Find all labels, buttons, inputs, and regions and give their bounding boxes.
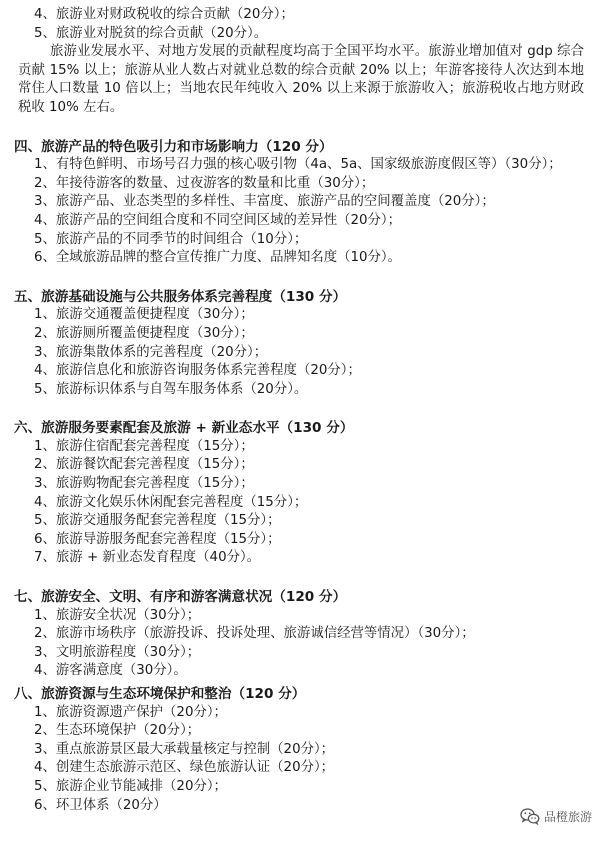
- section-heading: 四、旅游产品的特色吸引力和市场影响力（120 分）: [14, 138, 333, 155]
- list-item: 3、旅游集散体系的完善程度（20分）；: [34, 344, 268, 360]
- watermark-label: 品橙旅游: [543, 810, 592, 824]
- list-item: 2、年接待游客的数量、过夜游客的数量和比重（30分）；: [34, 175, 375, 191]
- list-item: 3、文明旅游程度（30分）；: [34, 644, 201, 660]
- list-item: 2、生态环境保护（20分）；: [34, 723, 201, 739]
- list-item: 1、旅游住宿配套完善程度（15分）；: [34, 438, 254, 454]
- list-item: 3、旅游购物配套完善程度（15分）；: [34, 476, 254, 492]
- list-item: 4、游客满意度（30分）。: [34, 663, 187, 679]
- list-item: 5、旅游企业节能减排（20分）；: [34, 778, 227, 794]
- list-item: 1、旅游安全状况（30分）；: [34, 607, 201, 623]
- section-heading: 八、旅游资源与生态环境保护和整治（120 分）: [14, 686, 306, 702]
- list-item: 4、旅游信息化和旅游咨询服务体系完善程度（20分）；: [34, 363, 361, 379]
- list-item: 2、旅游市场秩序（旅游投诉、投诉处理、旅游诚信经营等情况）（30分）；: [34, 626, 475, 642]
- list-item: 1、有特色鲜明、市场号召力强的核心吸引物（4a、5a、国家级旅游度假区等）（30分）；: [34, 157, 562, 173]
- list-item: 5、旅游标识体系与自驾车服务体系（20分）。: [34, 381, 308, 397]
- list-item: 4、旅游文化娱乐休闲配套完善程度（15分）；: [34, 494, 308, 510]
- list-item: 5、旅游交通服务配套完善程度（15分）；: [34, 513, 281, 529]
- section-heading: 七、旅游安全、文明、有序和游客满意状况（120 分）: [14, 589, 347, 606]
- list-item: 2、旅游餐饮配套完善程度（15分）；: [34, 457, 254, 473]
- list-item: 4、创建生态旅游示范区、绿色旅游认证（20分）；: [34, 760, 335, 776]
- wechat-icon: [520, 808, 540, 825]
- list-item: 7、旅游 + 新业态发育程度（40分）。: [34, 550, 261, 566]
- section-8: [14, 685, 586, 815]
- section-6: [14, 419, 586, 568]
- section-heading: 六、旅游服务要素配套及旅游 + 新业态水平（130 分）: [14, 420, 354, 437]
- watermark: [520, 808, 592, 825]
- list-item: 6、环卫体系（20分）: [34, 797, 167, 813]
- list-item: 6、全域旅游品牌的整合宣传推广力度、品牌知名度（10分）。: [34, 250, 402, 266]
- list-item: 3、旅游产品、业态类型的多样性、丰富度、旅游产品的空间覆盖度（20分）；: [34, 194, 495, 210]
- intro-paragraph: 旅游业发展水平、对地方发展的贡献程度均高于全国平均水平。旅游业增加值对 gdp 综合贡献 15% 以上；旅游从业人数占对就业总数的综合贡献 20% 以上；年游客接待人次达到本地常住人口数量 10 倍以上；当地农民年纯收入 20% 以上来源于旅游收入；旅游税收占地方财政税收 10% 左右。: [18, 44, 584, 115]
- section-7: [14, 588, 586, 681]
- list-item: 4、旅游产品的空间组合度和不同空间区域的差异性（20分）；: [34, 212, 402, 228]
- section-5: [14, 288, 586, 400]
- intro-item: 4、旅游业对财政税收的综合贡献（20分）；: [34, 7, 294, 22]
- section-4: [14, 138, 586, 268]
- list-item: 1、旅游资源遗产保护（20分）；: [34, 704, 227, 720]
- section-heading: 五、旅游基础设施与公共服务体系完善程度（130 分）: [14, 288, 347, 305]
- intro-item: 5、旅游业对脱贫的综合贡献（20分）。: [34, 25, 268, 41]
- list-item: 5、旅游产品的不同季节的时间组合（10分）；: [34, 231, 308, 247]
- list-item: 2、旅游厕所覆盖便捷程度（30分）；: [34, 325, 254, 341]
- list-item: 1、旅游交通覆盖便捷程度（30分）；: [34, 307, 254, 323]
- list-item: 3、重点旅游景区最大承载量核定与控制（20分）；: [34, 741, 335, 757]
- list-item: 6、旅游导游服务配套完善程度（15分）；: [34, 531, 281, 547]
